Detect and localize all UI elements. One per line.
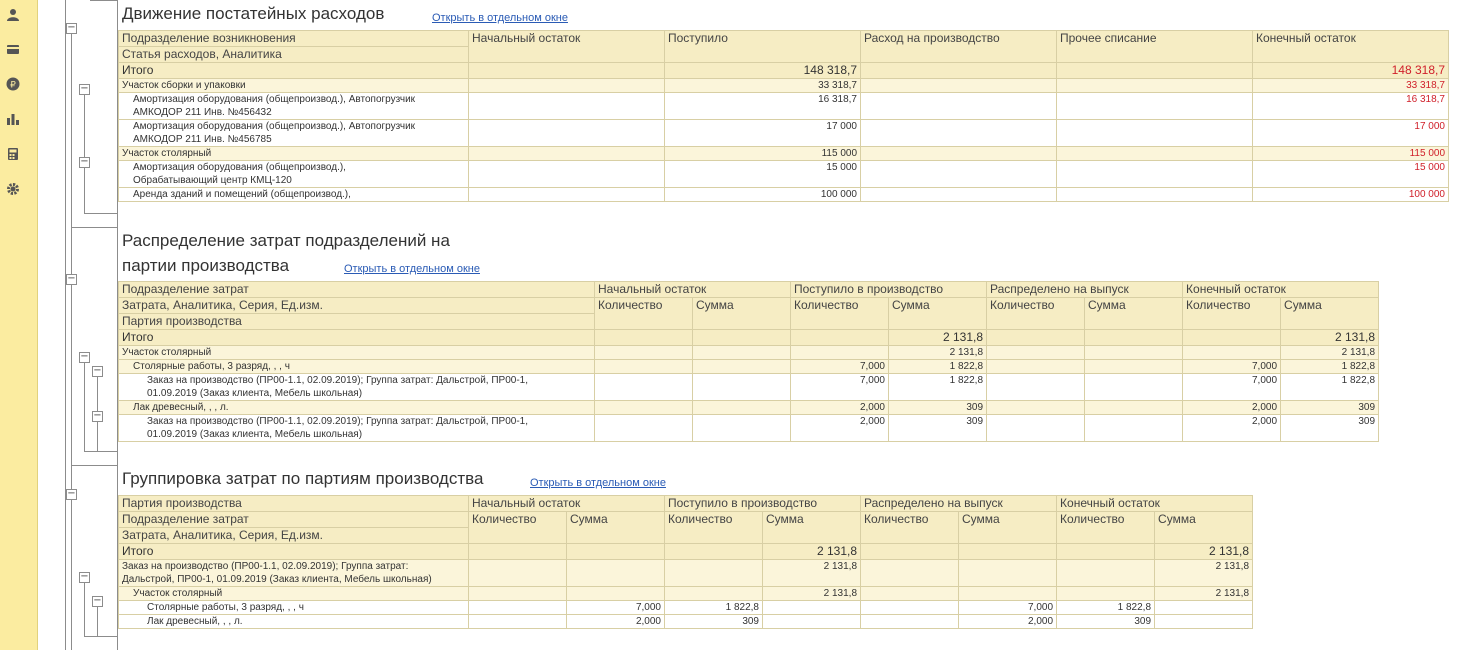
row-label-line: Дальстрой, ПР00-1, 01.09.2019 (Заказ клиента, Мебель школьная) (122, 574, 432, 585)
cell (861, 93, 1057, 120)
tree-line (84, 582, 85, 637)
collapse-toggle[interactable]: − (80, 83, 89, 94)
cell (861, 587, 959, 601)
tree-branch (84, 451, 118, 452)
tree-branch (84, 213, 118, 214)
cell-in-sum: 309 (889, 401, 987, 415)
row-label (119, 161, 469, 188)
row-label-line: 01.09.2019 (Заказ клиента, Мебель школьная) (147, 429, 363, 440)
collapse-toggle[interactable]: − (93, 365, 102, 376)
row-label-line: Амортизация оборудования (общепроизвод.), Автопогрузчик (133, 94, 416, 105)
tree-line-main (71, 33, 72, 650)
row-label-line: АМКОДОР 211 Инв. №456785 (133, 134, 272, 145)
row-label-line: Амортизация оборудования (общепроизвод.), (133, 162, 346, 173)
section2-title-line2: партии производства (122, 256, 290, 275)
header-qty: Количество (791, 298, 889, 330)
table-row[interactable] (119, 615, 1253, 629)
cell (861, 120, 1057, 147)
total-row[interactable] (119, 63, 1449, 79)
bar-chart-icon[interactable] (4, 110, 22, 128)
row-label: Аренда зданий и помещений (общепроизвод.), (119, 188, 469, 202)
cell-end-sum: 309 (1057, 615, 1155, 629)
table-row[interactable] (119, 93, 1449, 120)
sidebar (0, 0, 38, 650)
row-label: Участок сборки и упаковки (119, 79, 469, 93)
table-header-row (119, 31, 1449, 47)
cell-end-sum: 1 822,8 (1057, 601, 1155, 615)
cell-in-sum: 2 131,8 (763, 587, 861, 601)
header-cell: Распределено на выпуск (861, 496, 1057, 512)
cell (693, 360, 791, 374)
cell (763, 615, 861, 629)
cell (959, 544, 1057, 560)
cell-received: 15 000 (665, 161, 861, 188)
cell-received: 17 000 (665, 120, 861, 147)
row-label (119, 374, 595, 401)
cell (987, 360, 1085, 374)
cell (665, 544, 763, 560)
row-label: Лак древесный, , , л. (119, 615, 469, 629)
cell (861, 615, 959, 629)
cell (1057, 120, 1253, 147)
cell (693, 401, 791, 415)
cell-received: 100 000 (665, 188, 861, 202)
cell-received: 148 318,7 (665, 63, 861, 79)
cell (1085, 330, 1183, 346)
header-cell: Затрата, Аналитика, Серия, Ед.изм. (119, 298, 595, 314)
cell (693, 374, 791, 401)
cell-in-sum: 1 822,8 (889, 360, 987, 374)
row-label-line: АМКОДОР 211 Инв. №456432 (133, 107, 272, 118)
section2-title-line1: Распределение затрат подразделений на (122, 231, 450, 250)
cell (595, 346, 693, 360)
cell (567, 544, 665, 560)
table-row[interactable] (119, 560, 1253, 587)
cell (861, 188, 1057, 202)
cell-end-sum: 1 822,8 (1281, 360, 1379, 374)
cell (469, 544, 567, 560)
cell (595, 374, 693, 401)
cell (791, 330, 889, 346)
section-divider (71, 227, 118, 228)
cell-received: 16 318,7 (665, 93, 861, 120)
table-header-row (119, 512, 1253, 528)
cell (567, 587, 665, 601)
cell-in-sum: 2 131,8 (763, 544, 861, 560)
cell (469, 147, 665, 161)
cell-in-sum: 2 131,8 (889, 330, 987, 346)
cell (861, 560, 959, 587)
tree-branch (84, 636, 118, 637)
cell (959, 587, 1057, 601)
cell-end-sum: 2 131,8 (1281, 330, 1379, 346)
row-label-line: Заказ на производство (ПР00-1.1, 02.09.2019); Группа затрат: Дальстрой, ПР00-1, (147, 416, 529, 427)
cell (1057, 161, 1253, 188)
cell-end-sum: 2 131,8 (1281, 346, 1379, 360)
cell (1085, 415, 1183, 442)
header-qty: Количество (1183, 298, 1281, 330)
cell-end-sum: 2 131,8 (1155, 544, 1253, 560)
row-label: Участок столярный (119, 346, 595, 360)
header-qty: Количество (469, 512, 567, 544)
total-row[interactable] (119, 544, 1253, 560)
cell (1057, 93, 1253, 120)
cell-end-sum: 2 131,8 (1155, 587, 1253, 601)
cell-in-sum: 2 131,8 (889, 346, 987, 360)
tree-line (84, 94, 85, 214)
header-cell: Начальный остаток (469, 31, 665, 63)
table-header-row (119, 496, 1253, 512)
table-row[interactable] (119, 161, 1449, 188)
tree-branch (90, 0, 118, 1)
table-row[interactable] (119, 147, 1449, 161)
cell (469, 93, 665, 120)
cell-end-qty: 2,000 (1183, 415, 1281, 442)
header-cell: Начальный остаток (595, 282, 791, 298)
header-cell: Поступило (665, 31, 861, 63)
table-header-row (119, 282, 1379, 298)
cell (861, 161, 1057, 188)
row-label (119, 120, 469, 147)
cell-received: 115 000 (665, 147, 861, 161)
cell (1057, 544, 1155, 560)
cell (469, 63, 665, 79)
header-sum: Сумма (1155, 512, 1253, 544)
collapse-toggle[interactable]: − (93, 595, 102, 606)
section3-table (118, 495, 1253, 629)
section1-open-link[interactable]: Открыть в отдельном окне (432, 12, 568, 24)
section3-title: Группировка затрат по партиям производства (122, 469, 484, 488)
ruble-icon[interactable] (4, 75, 22, 93)
cell-end: 15 000 (1253, 161, 1449, 188)
svg-text:₽: ₽ (10, 80, 16, 91)
cell-end-qty: 7,000 (1183, 360, 1281, 374)
header-sum: Сумма (693, 298, 791, 330)
cell (861, 147, 1057, 161)
section1-title: Движение постатейных расходов (122, 4, 385, 23)
header-cell: Поступило в производство (791, 282, 987, 298)
header-cell: Подразделение возникновения (119, 31, 469, 47)
collapse-toggle[interactable]: − (67, 22, 76, 33)
cell (567, 560, 665, 587)
cell (861, 601, 959, 615)
header-qty: Количество (1057, 512, 1155, 544)
cell-end-sum: 1 822,8 (1281, 374, 1379, 401)
row-label: Лак древесный, , , л. (119, 401, 595, 415)
row-label: Участок столярный (119, 587, 469, 601)
row-label (119, 560, 469, 587)
cell (469, 79, 665, 93)
cell (595, 401, 693, 415)
section1-table (118, 30, 1449, 202)
row-label (119, 415, 595, 442)
cell (1057, 587, 1155, 601)
cell-in-qty: 7,000 (791, 374, 889, 401)
header-cell: Поступило в производство (665, 496, 861, 512)
cell (987, 415, 1085, 442)
table-row[interactable] (119, 587, 1253, 601)
cell (595, 360, 693, 374)
header-cell: Конечный остаток (1253, 31, 1449, 63)
header-sum: Сумма (959, 512, 1057, 544)
cell-in-qty: 7,000 (791, 360, 889, 374)
row-label: Участок столярный (119, 147, 469, 161)
header-cell: Конечный остаток (1057, 496, 1253, 512)
cell-in-qty: 2,000 (791, 415, 889, 442)
collapse-toggle[interactable]: − (80, 571, 89, 582)
cell (595, 415, 693, 442)
cell-received: 33 318,7 (665, 79, 861, 93)
cell-in-qty: 2,000 (567, 615, 665, 629)
gear-icon[interactable] (4, 180, 22, 198)
cell (693, 346, 791, 360)
cell-in-sum: 309 (889, 415, 987, 442)
row-label-line: Заказ на производство (ПР00-1.1, 02.09.2019); Группа затрат: Дальстрой, ПР00-1, (147, 375, 529, 386)
header-sum: Сумма (889, 298, 987, 330)
cell-end: 115 000 (1253, 147, 1449, 161)
header-cell: Подразделение затрат (119, 282, 595, 298)
collapse-toggle[interactable]: − (67, 488, 76, 499)
section2-table (118, 281, 1379, 442)
cell-in-qty: 7,000 (567, 601, 665, 615)
row-label-line: Амортизация оборудования (общепроизвод.), Автопогрузчик (133, 121, 416, 132)
cell-in-qty: 2,000 (791, 401, 889, 415)
cell (987, 330, 1085, 346)
header-qty: Количество (987, 298, 1085, 330)
cell (861, 544, 959, 560)
table-header-row (119, 298, 1379, 314)
row-label: Столярные работы, 3 разряд, , , ч (119, 601, 469, 615)
cell (1057, 79, 1253, 93)
cell (1085, 401, 1183, 415)
header-cell: Расход на производство (861, 31, 1057, 63)
cell-end-qty: 7,000 (959, 601, 1057, 615)
cell (861, 79, 1057, 93)
row-label-line: Обрабатывающий центр КМЦ-120 (133, 175, 292, 186)
cell-end: 148 318,7 (1253, 63, 1449, 79)
cell (791, 346, 889, 360)
cell (469, 587, 567, 601)
cell (1183, 330, 1281, 346)
cell-in-sum: 309 (665, 615, 763, 629)
cell-in-sum: 1 822,8 (889, 374, 987, 401)
table-row[interactable] (119, 415, 1379, 442)
cell-end: 33 318,7 (1253, 79, 1449, 93)
header-qty: Количество (861, 512, 959, 544)
table-row[interactable] (119, 360, 1379, 374)
row-label: Итого (119, 330, 595, 346)
total-row[interactable] (119, 330, 1379, 346)
row-label-line: Заказ на производство (ПР00-1.1, 02.09.2019); Группа затрат: (122, 561, 409, 572)
row-label: Столярные работы, 3 разряд, , , ч (119, 360, 595, 374)
cell (665, 587, 763, 601)
cell-end-sum: 2 131,8 (1155, 560, 1253, 587)
cell (693, 330, 791, 346)
cell (1155, 601, 1253, 615)
cell (469, 615, 567, 629)
row-label (119, 93, 469, 120)
cell-end-qty: 7,000 (1183, 374, 1281, 401)
table-row[interactable] (119, 374, 1379, 401)
cell-in-sum: 2 131,8 (763, 560, 861, 587)
row-label: Итого (119, 63, 469, 79)
collapse-toggle[interactable]: − (80, 156, 89, 167)
section-divider (71, 465, 118, 466)
header-sum: Сумма (763, 512, 861, 544)
tree-line (97, 604, 98, 637)
cell-end: 16 318,7 (1253, 93, 1449, 120)
cell (469, 161, 665, 188)
row-label-line: 01.09.2019 (Заказ клиента, Мебель школьная) (147, 388, 363, 399)
table-row[interactable] (119, 601, 1253, 615)
wallet-icon[interactable] (4, 40, 22, 58)
cell (1057, 63, 1253, 79)
cell (1085, 360, 1183, 374)
header-qty: Количество (665, 512, 763, 544)
cell (959, 560, 1057, 587)
header-cell: Статья расходов, Аналитика (119, 47, 469, 63)
cell-end-sum: 309 (1281, 401, 1379, 415)
header-cell: Затрата, Аналитика, Серия, Ед.изм. (119, 528, 469, 544)
header-cell: Начальный остаток (469, 496, 665, 512)
cell (693, 415, 791, 442)
cell (1057, 560, 1155, 587)
user-icon[interactable] (4, 6, 22, 24)
section2-open-link[interactable]: Открыть в отдельном окне (344, 263, 480, 275)
cell (987, 374, 1085, 401)
row-label: Итого (119, 544, 469, 560)
table-row[interactable] (119, 79, 1449, 93)
cell (1057, 188, 1253, 202)
collapse-toggle[interactable]: − (67, 273, 76, 284)
table-row[interactable] (119, 346, 1379, 360)
cell (1183, 346, 1281, 360)
cell (987, 346, 1085, 360)
cell-end: 17 000 (1253, 120, 1449, 147)
section3-open-link[interactable]: Открыть в отдельном окне (530, 477, 666, 489)
table-row[interactable] (119, 401, 1379, 415)
cell (861, 63, 1057, 79)
header-cell: Партия производства (119, 314, 595, 330)
header-cell: Конечный остаток (1183, 282, 1379, 298)
header-cell: Партия производства (119, 496, 469, 512)
header-cell: Распределено на выпуск (987, 282, 1183, 298)
tree-line (84, 362, 85, 452)
header-sum: Сумма (1281, 298, 1379, 330)
cell (1085, 374, 1183, 401)
cell-end: 100 000 (1253, 188, 1449, 202)
cell (987, 401, 1085, 415)
header-qty: Количество (595, 298, 693, 330)
cell (763, 601, 861, 615)
cell-end-qty: 2,000 (1183, 401, 1281, 415)
cell (1057, 147, 1253, 161)
cell-in-sum: 1 822,8 (665, 601, 763, 615)
header-sum: Сумма (1085, 298, 1183, 330)
header-sum: Сумма (567, 512, 665, 544)
cell-end-qty: 2,000 (959, 615, 1057, 629)
cell (1155, 615, 1253, 629)
cell (469, 560, 567, 587)
cell (665, 560, 763, 587)
calculator-icon[interactable] (4, 145, 22, 163)
cell (469, 188, 665, 202)
header-cell: Прочее списание (1057, 31, 1253, 63)
cell (469, 601, 567, 615)
table-row[interactable] (119, 188, 1449, 202)
cell (1085, 346, 1183, 360)
cell (469, 120, 665, 147)
collapse-toggle[interactable]: − (93, 410, 102, 421)
header-cell: Подразделение затрат (119, 512, 469, 528)
cell-end-sum: 309 (1281, 415, 1379, 442)
tree-line-left (65, 0, 66, 650)
collapse-toggle[interactable]: − (80, 351, 89, 362)
cell (595, 330, 693, 346)
table-row[interactable] (119, 120, 1449, 147)
